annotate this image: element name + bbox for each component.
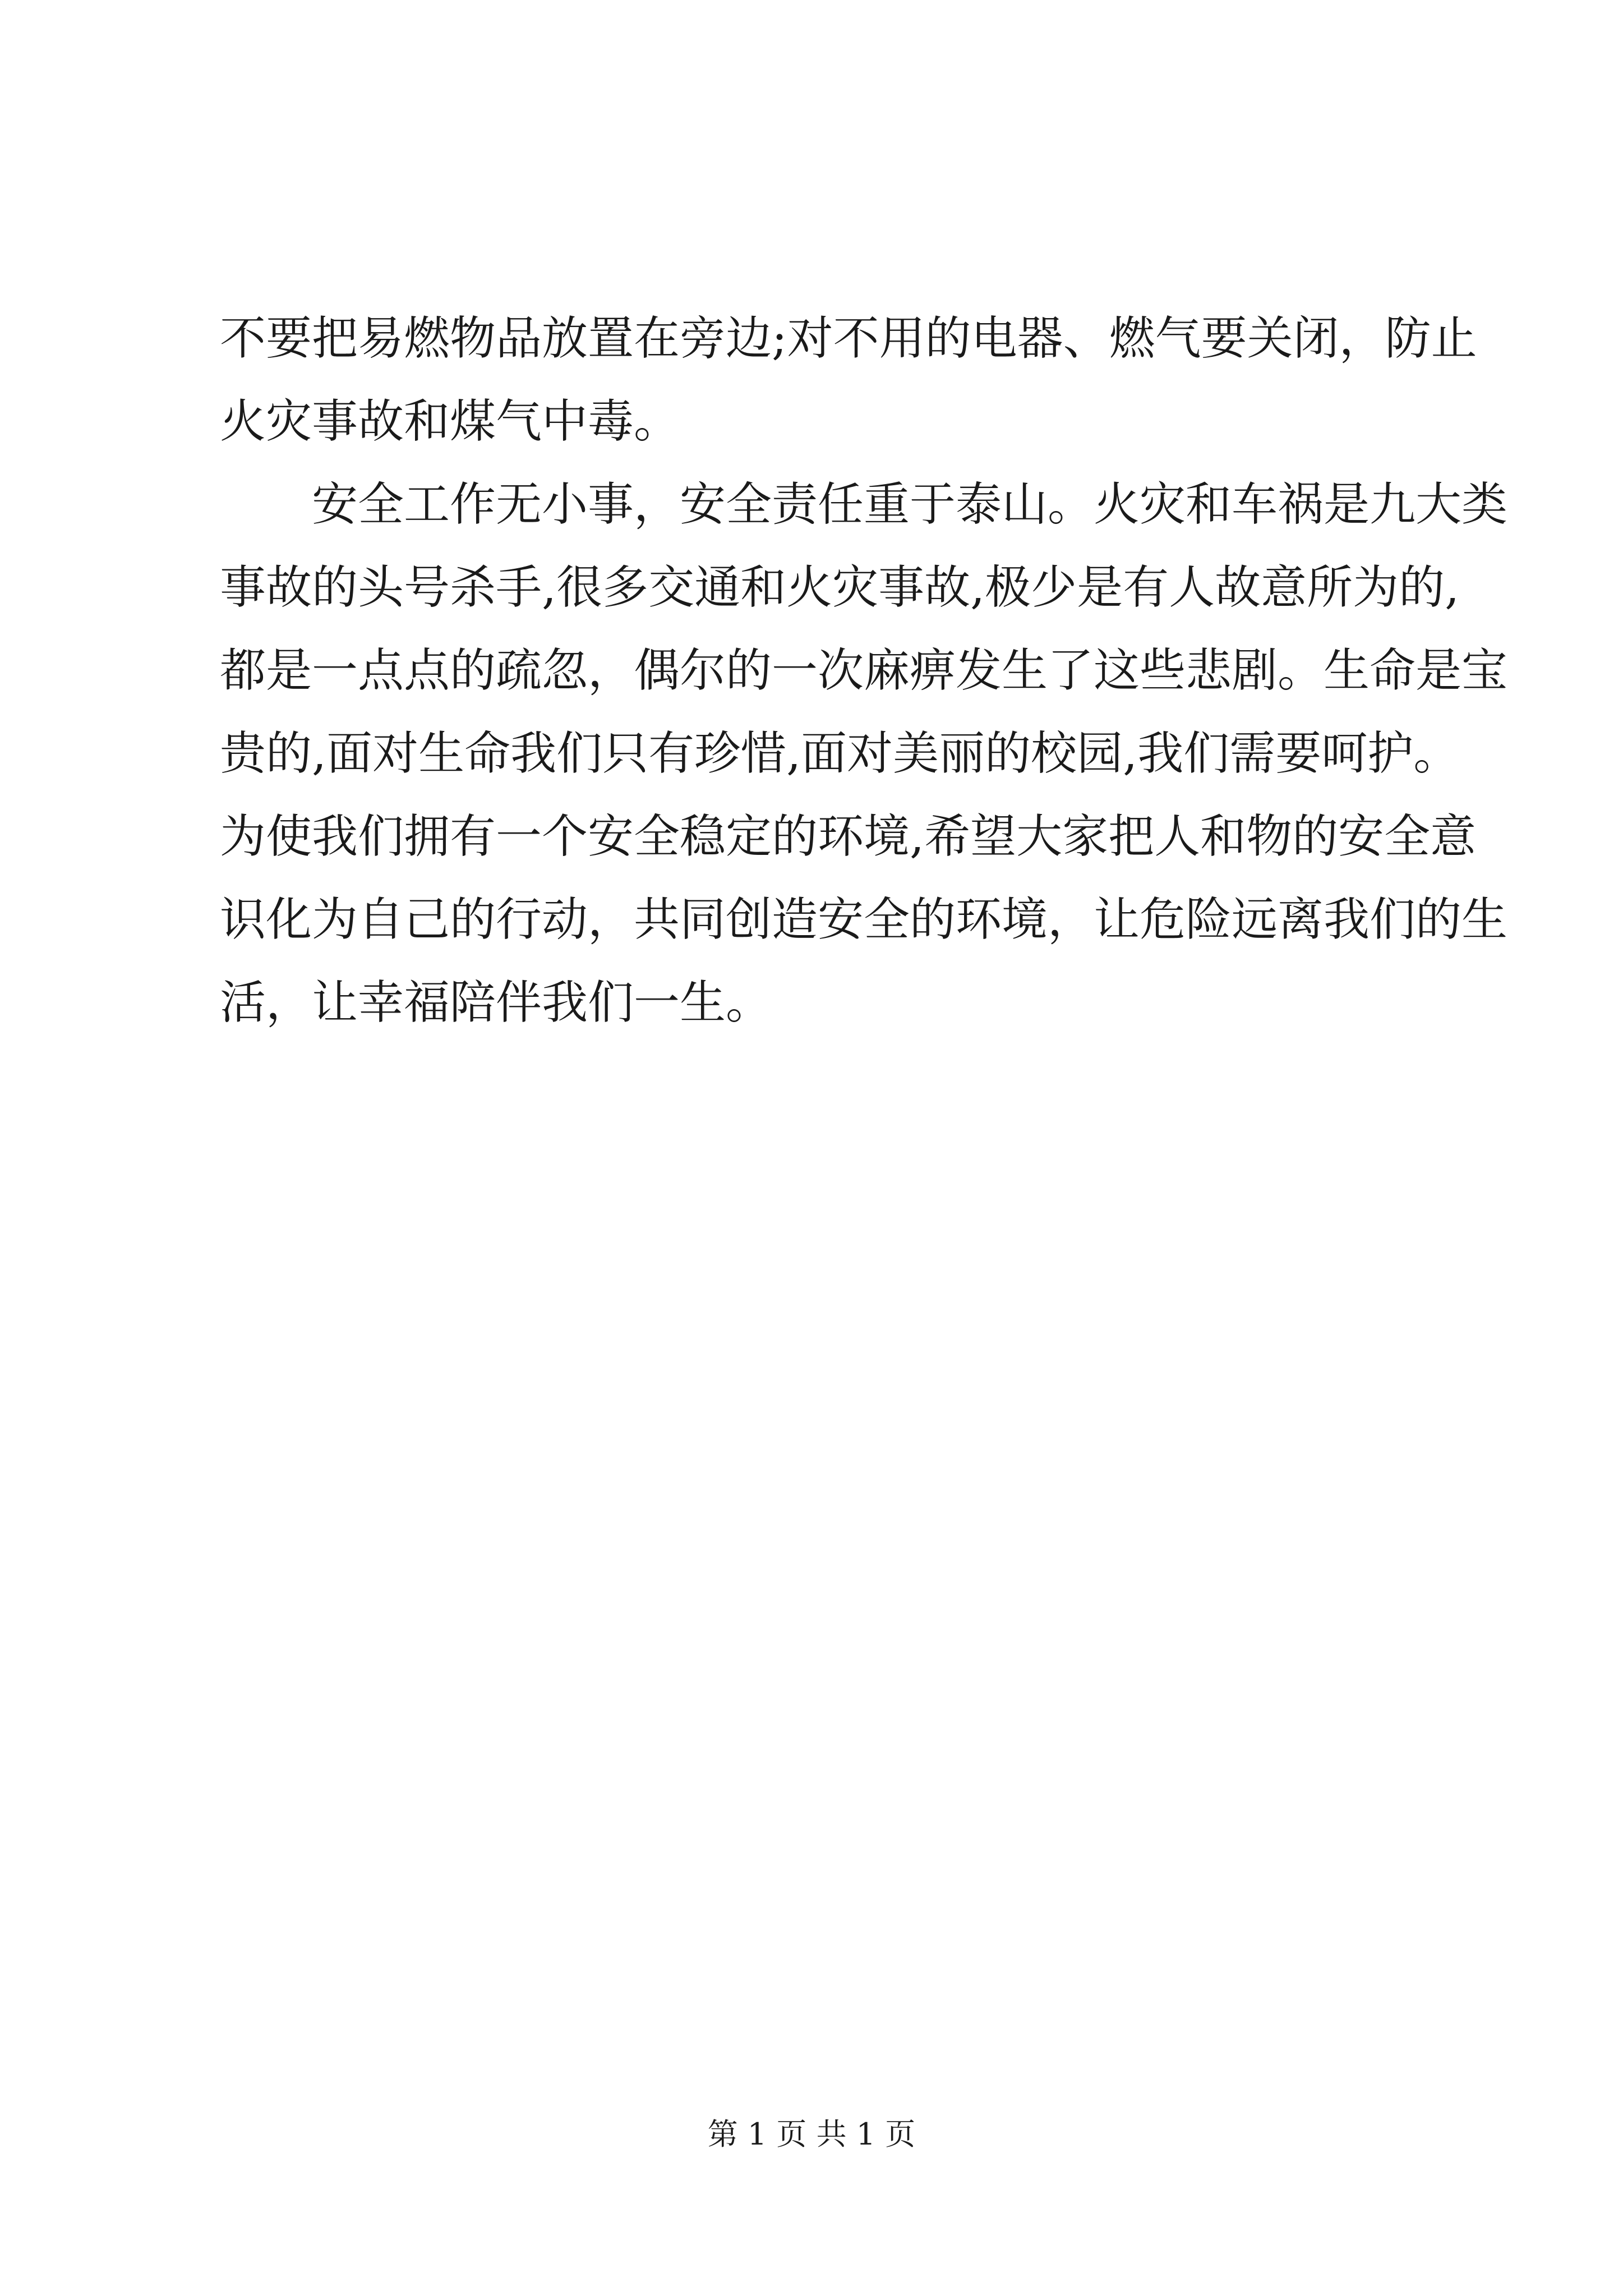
paragraph-1-line-1: 不要把易燃物品放置在旁边;对不用的电器、燃气要关闭，防止 — [220, 312, 1477, 365]
paragraph-2-line-3: 都是一点点的疏忽，偶尔的一次麻痹发生了这些悲剧。生命是宝 — [220, 644, 1508, 697]
paragraph-1-line-2: 火灾事故和煤气中毒。 — [220, 395, 680, 448]
paragraph-2-line-2: 事故的头号杀手,很多交通和火灾事故,极少是有人故意所为的, — [220, 561, 1460, 614]
paragraph-2-line-4: 贵的,面对生命我们只有珍惜,面对美丽的校园,我们需要呵护。 — [220, 727, 1460, 780]
paragraph-2-line-6: 识化为自己的行动，共同创造安全的环境，让危险远离我们的生 — [220, 893, 1508, 946]
paragraph-2-line-7: 活，让幸福陪伴我们一生。 — [220, 976, 772, 1029]
paragraph-2-line-5: 为使我们拥有一个安全稳定的环境,希望大家把人和物的安全意 — [220, 810, 1477, 863]
page-footer: 第 1 页 共 1 页 — [707, 2116, 916, 2152]
paragraph-2-line-1: 安全工作无小事，安全责任重于泰山。火灾和车祸是九大类 — [312, 478, 1508, 531]
document-body — [220, 297, 1508, 1045]
